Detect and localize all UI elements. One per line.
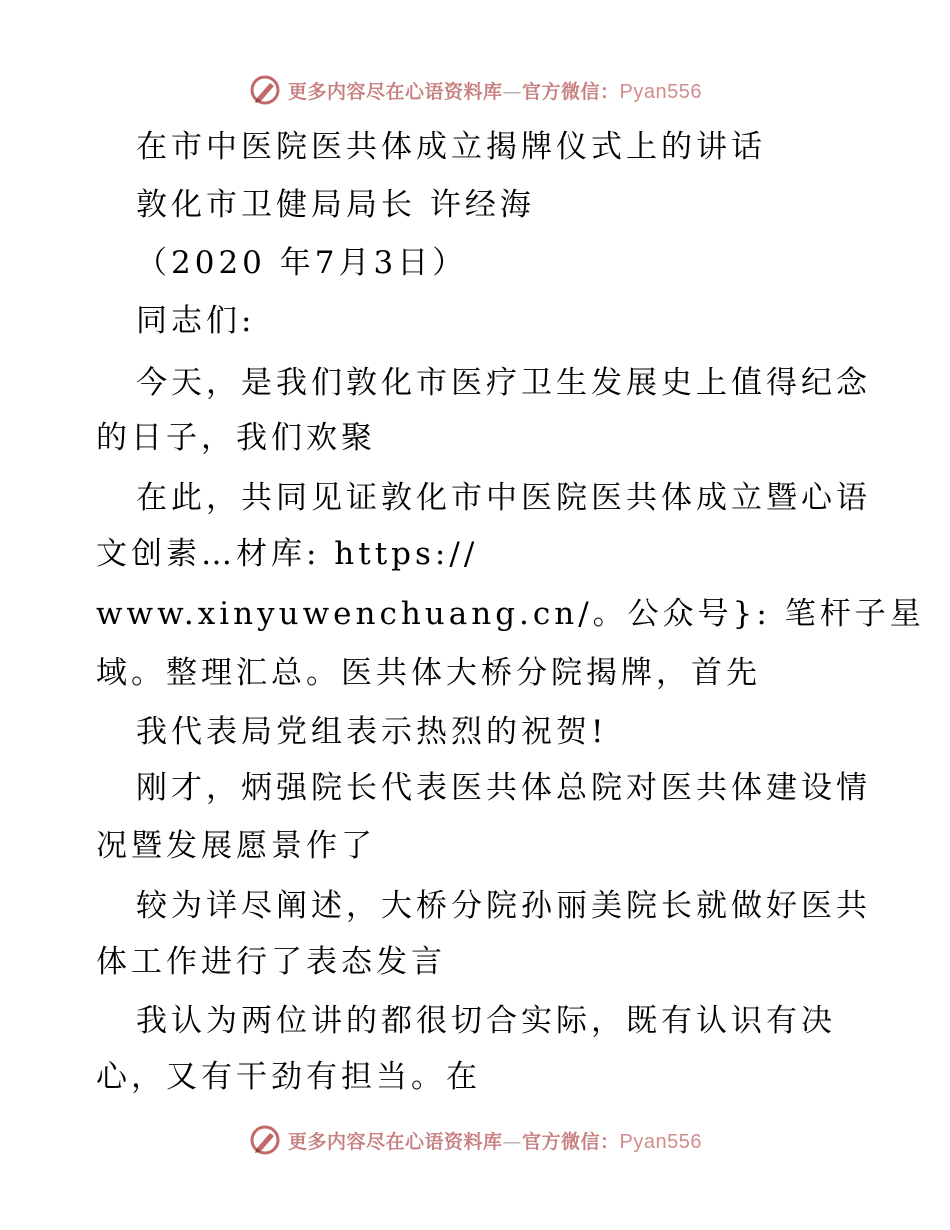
- salutation: 同志们:: [136, 303, 256, 339]
- banner-text: [288, 1127, 702, 1154]
- banner-wechat-label: 官方微信：: [522, 80, 620, 103]
- banner-main-text: 更多内容尽在心语资料库: [288, 1130, 503, 1153]
- header-watermark-banner: [0, 70, 950, 110]
- speaker-line: 敦化市卫健局局长 许经海: [136, 187, 535, 223]
- footer-watermark-banner: [0, 1120, 950, 1160]
- banner-main-text: 更多内容尽在心语资料库: [288, 80, 503, 103]
- banner-separator: —: [502, 80, 523, 103]
- paragraph-line: 体工作进行了表态发言: [96, 944, 446, 980]
- date-line: （2020 年7月3日）: [136, 245, 468, 281]
- paragraph-line: 域。整理汇总。医共体大桥分院揭牌，首先: [96, 655, 761, 691]
- pen-logo-icon: [248, 1123, 282, 1157]
- document-title: 在市中医院医共体成立揭牌仪式上的讲话: [136, 129, 766, 165]
- paragraph-line: 我认为两位讲的都很切合实际，既有认识有决: [136, 1003, 836, 1039]
- paragraph-line: 文创素…材库: https://: [96, 536, 479, 572]
- pen-logo-icon: [248, 73, 282, 107]
- banner-text: [288, 77, 702, 104]
- paragraph-line: 较为详尽阐述，大桥分院孙丽美院长就做好医共: [136, 888, 871, 924]
- paragraph-line: 今天，是我们敦化市医疗卫生发展史上值得纪念: [136, 365, 871, 401]
- paragraph-line: 刚才，炳强院长代表医共体总院对医共体建设情: [136, 770, 871, 806]
- paragraph-line: 在此，共同见证敦化市中医院医共体成立暨心语: [136, 480, 871, 516]
- banner-separator: —: [502, 1130, 523, 1153]
- banner-wechat-id: Pyan556: [619, 80, 702, 103]
- paragraph-line: 我代表局党组表示热烈的祝贺!: [136, 714, 608, 750]
- paragraph-line: 的日子，我们欢聚: [96, 420, 376, 456]
- paragraph-line: 况暨发展愿景作了: [96, 828, 376, 864]
- banner-wechat-id: Pyan556: [619, 1130, 702, 1153]
- banner-wechat-label: 官方微信：: [522, 1130, 620, 1153]
- paragraph-line: 心，又有干劲有担当。在: [96, 1059, 481, 1095]
- paragraph-line: www.xinyuwenchuang.cn/。公众号}: 笔杆子星: [96, 596, 925, 632]
